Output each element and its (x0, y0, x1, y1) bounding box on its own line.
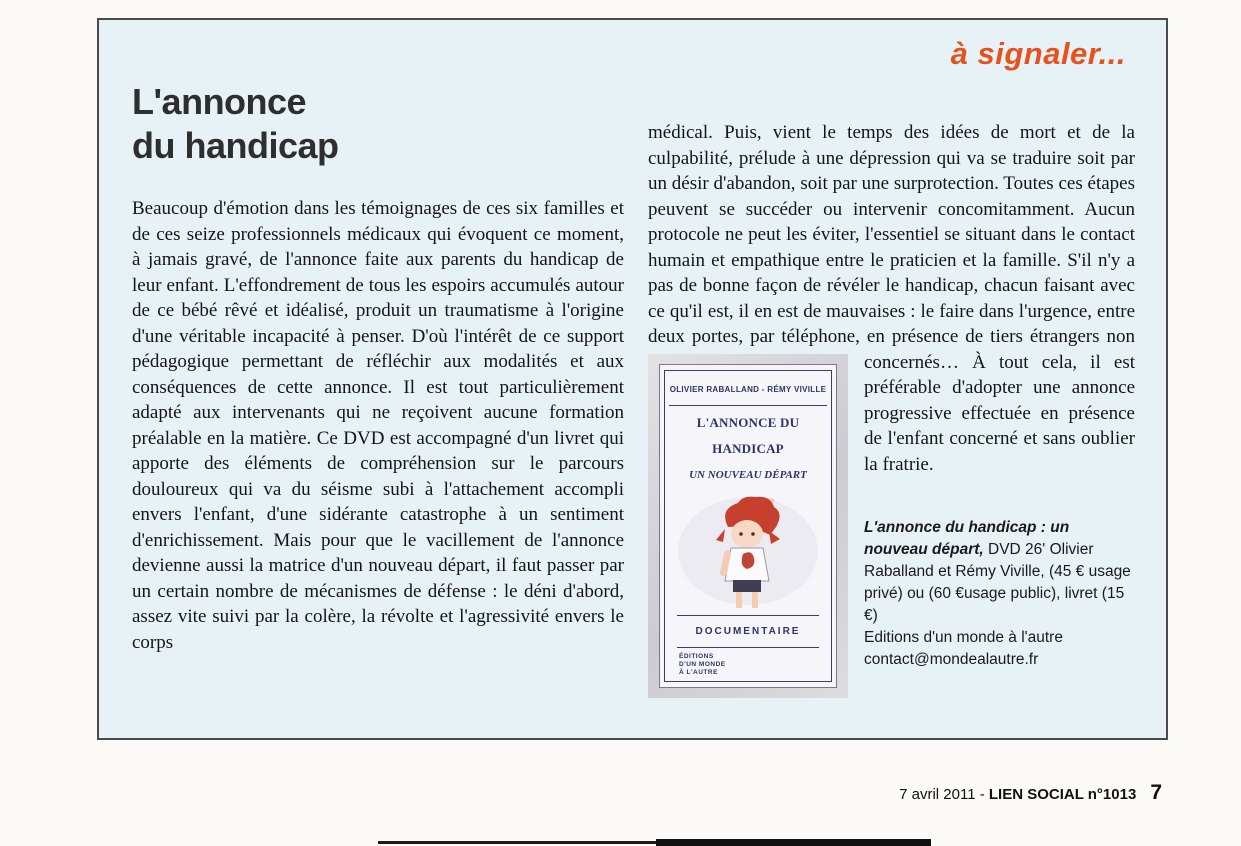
footer-publication: LIEN SOCIAL n°1013 (988, 786, 1137, 803)
section-label: à signaler... (950, 36, 1126, 71)
dvd-title: L'ANNONCE DU HANDICAP (696, 415, 800, 456)
footer-page-number: 7 (1150, 781, 1162, 804)
dvd-caption-details: DVD 26' Olivier Raballand et Rémy Viville, (45 € usage privé) ou (60 €usage public), livret (15 €) (864, 541, 1131, 624)
dvd-cover (648, 354, 848, 699)
footer-issue-info (899, 786, 1136, 803)
dvd-cover-inner (664, 370, 832, 683)
article-panel (97, 18, 1168, 740)
article-title-line2: du handicap (132, 125, 339, 166)
article-title (132, 80, 624, 168)
article-title-line1: L'annonce (132, 81, 307, 122)
dvd-caption-publisher: Editions d'un monde à l'autre (864, 629, 1063, 646)
footer-date: 7 avril 2011 - (899, 786, 989, 803)
dvd-caption-contact: contact@mondealautre.fr (864, 651, 1039, 668)
dvd-child-illustration (673, 493, 823, 611)
article-column-right (648, 120, 1135, 702)
dvd-caption-title: L'annonce du handicap : un nouveau départ, (864, 519, 1070, 558)
scan-artifact-bar (656, 839, 931, 846)
dvd-publisher-logo: ÉDITIONS D'UN MONDE À L'AUTRE (679, 653, 726, 676)
article-text-left: Beaucoup d'émotion dans les témoignages de ces six familles et de ces seize professionnels médicaux qui évoquent ce moment, à jamais gravé, de l'annonce faite aux parents du handicap de leur enfant. L'effondrement de tous les espoirs accumulés autour de ce bébé rêvé et idéalisé, produit un traumatisme à l'origine d'une véritable incapacité à penser. D'où l'intérêt de ce support pédagogique permettant de réfléchir aux modalités et aux conséquences de cette annonce. Il est tout particulièrement adapté aux intervenants qui ne reçoivent aucune formation préalable en la matière. Ce DVD est accompagné d'un livret qui apporte des éléments de compréhension sur le parcours douloureux qui va du séisme subi à l'attachement accompli envers l'enfant, d'une sidérante catastrophe à un sentiment d'enrichissement. Mais pour que le vacillement de l'annonce devienne aussi la matrice d'un nouveau départ, il faut passer par un certain nombre de mécanismes de défense : le déni d'abord, assez vite suivi par la colère, la révolte et l'agressivité envers le corps (132, 198, 624, 653)
page-footer (899, 781, 1162, 805)
dvd-subtitle: UN NOUVEAU DÉPART (689, 469, 807, 481)
article-text-right-part1: médical. Puis, vient le temps des idées de mort et de la culpabilité, prélude à une dépression qui va se traduire soit par un désir d'abandon, soit par une surprotection. Toutes ces étapes peuvent se succéder ou intervenir concomitamment. Aucun protocole ne peut les éviter, l'essentiel se situant dans le contact humain et empathique entre le praticien et la famille. S'il n'y a pas de bonne façon de révéler le handicap, chacun faisant avec ce qu'il est, il en est de mauvaises : le faire dans l'urgence, entre deux portes, par téléphone, en présence de tiers étrangers non concernés… À tout (648, 122, 1135, 373)
article-column-left (132, 80, 624, 655)
dvd-cover-card (659, 364, 837, 689)
dvd-genre: DOCUMENTAIRE (677, 615, 819, 649)
article-text-right-part2: cela, il est préférable d'adopter une annonce progressive effectuée en présence de l'enfant concerné et sans oublier la fratrie. (864, 351, 1136, 475)
scan-artifact-bar (378, 841, 656, 844)
dvd-authors: OLIVIER RABALLAND - RÉMY VIVILLE (669, 377, 827, 407)
